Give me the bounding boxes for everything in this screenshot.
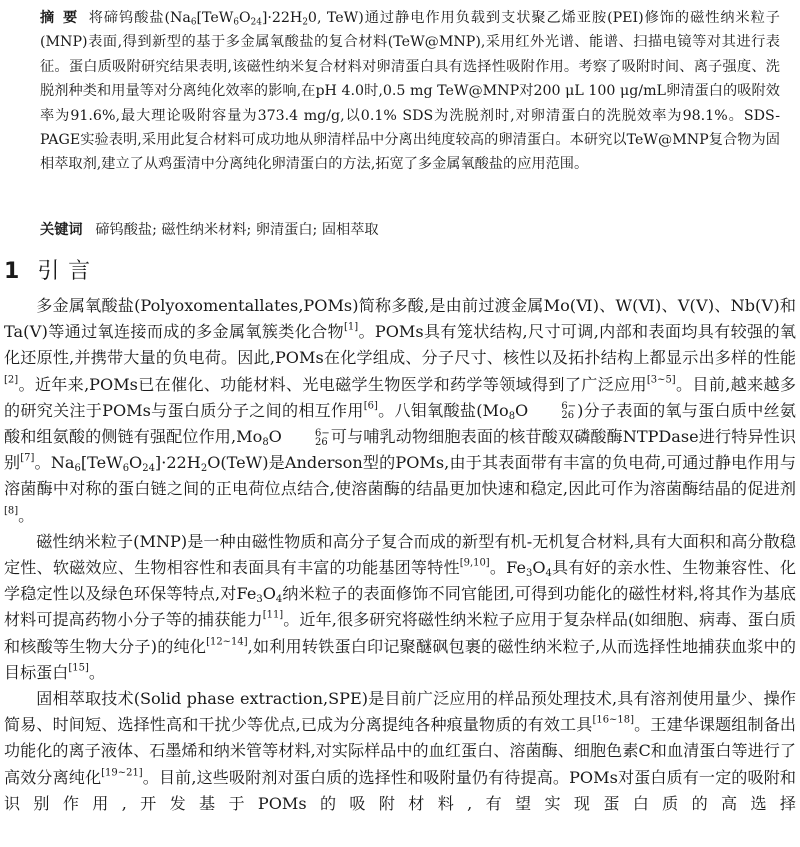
citation: [11] xyxy=(262,609,284,621)
ion-charge: 6− 26 xyxy=(315,427,330,448)
citation: [6] xyxy=(363,400,378,412)
keywords-text: 碲钨酸盐; 磁性纳米材料; 卵清蛋白; 固相萃取 xyxy=(95,222,379,238)
citation: [16~18] xyxy=(592,714,634,726)
paragraph-1: 多金属氧酸盐(Polyoxomentallates,POMs)简称多酸,是由前过渡金属Mo(Ⅵ)、W(Ⅵ)、V(Ⅴ)、Nb(Ⅴ)和Ta(Ⅴ)等通过氧连接而成的多金属氧簇类化合物[1]。POMs具有笼状结构,尺寸可调,内部和表面均具有较强的氧化还原性,并携带大量的负电荷。因此,POMs在化学组成、分子尺寸、核性以及拓扑结构上都显示出多样的性能[2]。近年来,POMs已在催化、功能材料、光电磁学生物医学和药学等领域得到了广泛应用[3~5]。目前,越来越多的研究关注于POMs与蛋白质分子之间的相互作用[6]。八钼氧酸盐($Mo_8O$ 6− 26 )分子表面的氧与蛋白质中丝氨酸和组氨酸的侧链有强配位作用$,Mo_8O$ 6− 26 可与哺乳动物细胞表面的核苷酸双磷酸酶NTPDase进行特异性识别[7]。$Na_6[TeW_6O_{24}]\cdot 22H_2O(TeW)$是Anderson型的POMs,由于其表面带有丰富的负电荷,可通过静电作用与溶菌酶中对称的蛋白链之间的正电荷位点结合,使溶菌酶的结晶更加快速和稳定,因此可作为溶菌酶结晶的促进剂[8]。 xyxy=(4,296,796,525)
paragraph-3: 固相萃取技术(Solid phase extraction,SPE)是目前广泛应用的样品预处理技术,具有溶剂使用量少、操作简易、时间短、选择性高和干扰少等优点,已成为分离提纯各种痕量物质的有效工具[16~18]。王建华课题组制备出功能化的离子液体、石墨烯和纳米管等材料,对实际样品中的血红蛋白、溶菌酶、细胞色素C和血清蛋白等进行了高效分离纯化[19~21]。目前,这些吸附剂对蛋白质的选择性和吸附量仍有待提高。POMs对蛋白质有一定的吸附和识别作用,开发基于POMs的吸附材料,有望实现蛋白质的高选择 xyxy=(4,689,796,813)
paragraph-2: 磁性纳米粒子(MNP)是一种由磁性物质和高分子复合而成的新型有机-无机复合材料,具有大面积和高分散稳定性、软磁效应、生物相容性和表面具有丰富的功能基团等特性[9,10]。$Fe_3O_4$具有好的亲水性、生物兼容性、化学稳定性以及绿色环保等特点,对$Fe_3O_4$纳米粒子的表面修饰不同官能团,可得到功能化的磁性材料,将其作为基底材料可提高药物小分子等的捕获能力[11]。近年,很多研究将磁性纳米粒子应用于复杂样品(如细胞、病毒、蛋白质和核酸等生物大分子)的纯化[12~14],如利用转铁蛋白印记聚醚砜包裹的磁性纳米粒子,从而选择性地捕获血浆中的目标蛋白[15]。 xyxy=(4,531,797,682)
citation: [9,10] xyxy=(459,557,490,569)
abstract-block xyxy=(40,6,780,177)
citation: [15] xyxy=(68,662,89,674)
section-heading xyxy=(4,254,99,290)
abstract-text: 将碲钨酸盐($Na_6[TeW_6O_{24}]\cdot 22H_20$, TeW)通过静电作用负载到支状聚乙烯亚胺(PEI)修饰的磁性纳米粒子(MNP)表面,得到新型的基于多金属氧酸盐的复合材料(TeW@MNP),采用红外光谱、能谱、扫描电镜等对其进行表征。蛋白质吸附研究结果表明,该磁性纳米复合材料对卵清蛋白具有选择性吸附作用。考察了吸附时间、离子强度、洗脱剂种类和用量等对分离纯化效率的影响,在pH 4.0时,0.5 mg TeW@MNP对200 μL 100 μg/mL卵清蛋白的吸附效率为91.6%,最大理论吸附容量为373.4 mg/g,以0.1% SDS为洗脱剂时,对卵清蛋白的洗脱效率为98.1%。SDS-PAGE实验表明,采用此复合材料可成功地从卵清样品中分离出纯度较高的卵清蛋白。本研究以TeW@MNP复合物为固相萃取剂,建立了从鸡蛋清中分离纯化卵清蛋白的方法,拓宽了多金属氧酸盐的应用范围。 xyxy=(40,10,780,173)
section-number: 1 xyxy=(4,259,20,284)
citation: [2] xyxy=(4,374,19,386)
ion-charge: 6− 26 xyxy=(561,401,577,422)
body-text xyxy=(4,293,796,817)
citation: [19~21] xyxy=(101,767,143,779)
citation: [7] xyxy=(20,452,35,464)
abstract-label: 摘要 xyxy=(40,10,86,26)
section-title: 引言 xyxy=(37,259,99,284)
citation: [1] xyxy=(344,321,359,333)
keywords-label: 关键词 xyxy=(40,222,83,238)
citation: [12~14] xyxy=(206,636,248,648)
citation: [3~5] xyxy=(646,374,676,386)
citation: [8] xyxy=(4,505,19,517)
keywords-block xyxy=(40,218,780,242)
